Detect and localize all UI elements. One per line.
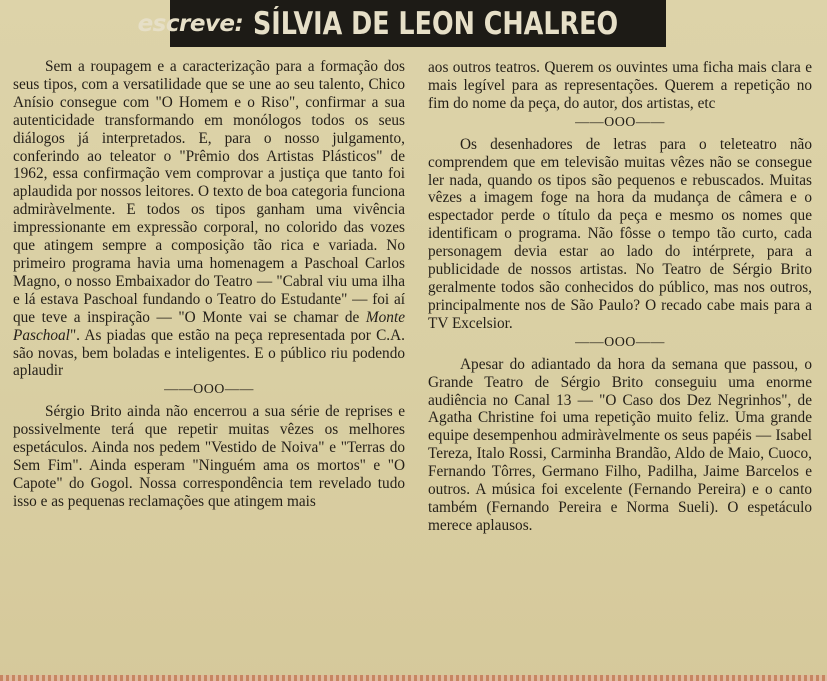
section-divider: ——OOO—— bbox=[575, 334, 665, 350]
paragraph-continuation: aos outros teatros. Querem os ouvintes uma ficha mais clara e mais legível para as representações. Querem a repetição no fim do nome da peça, do autor, dos artistas, etc bbox=[428, 59, 812, 112]
italic-title: Monte Paschoal bbox=[13, 308, 405, 344]
author-byline: SÍLVIA DE LEON CHALREO bbox=[253, 5, 619, 42]
paragraph-text-end: ". As piadas que estão na peça representada por C.A. são novas, bem boladas e inteligentes. E o público riu podendo aplaudir bbox=[13, 326, 405, 380]
column-header bbox=[137, 0, 666, 47]
section-divider: ——OOO—— bbox=[164, 382, 254, 398]
left-column bbox=[13, 58, 405, 511]
paragraph-text: Sem a roupagem e a caracterização para a formação dos seus tipos, com a versatilidade que se une ao seu talento, Chico Anísio consegue com "O Homem e o Riso", confirmar a sua autenticidade transformando em monólogos todos os seus diálogos já interpretados. E, para o nosso julgamento, conferindo ao teleator o "Prêmio dos Artistas Plásticos" de 1962, essa confirmação vem comprovar a justiça que tanto foi aplaudida por nossos leitores. O texto de boa categoria funciona admiràvelmente. E todos os tipos ganham uma vivência impressionante em expressão corporal, no colorido das vozes que atingem sempre a composição tão rica e variada. No primeiro programa havia uma homenagem a Paschoal Carlos Magno, o nosso Embaixador do Teatro — "Cabral viu uma ilha e lá estava Paschoal fundando o Teatro do Estudante" — foi aí que teve a inspiração — "O Monte vai se chamar de bbox=[13, 58, 405, 326]
paragraph-teleteatro-letters: Os desenhadores de letras para o teleteatro não comprendem que em televisão muitas vêzes não se consegue ler nada, quando os tipos são pequenos e rebuscados. Muitas vêzes a imagem foge na hora da mudança de câmera e o espectador perde o título da peça e mesmo os nomes que identificam o programa. Não fôsse o tempo tão curto, cada personagem devia estar ao lado do intérprete, para a publicidade de nossos artistas. No Teatro de Sérgio Brito geralmente todos são conhecidos do público, mas nos outros, principalmente nos de São Paulo? O recado cabe mais para a TV Excelsior. bbox=[428, 135, 812, 332]
bottom-border bbox=[0, 675, 827, 681]
right-column bbox=[428, 59, 812, 535]
paragraph-chico-anisio bbox=[13, 58, 405, 380]
paragraph-grande-teatro: Apesar do adiantado da hora da semana que passou, o Grande Teatro de Sérgio Brito conseguiu uma enorme audiência no Canal 13 — "O Caso dos Dez Negrinhos", de Agatha Christine foi uma repetição muito feliz. Uma grande equipe desempenhou admiràvelmente os seus papéis — Isabel Tereza, Italo Rossi, Carminha Brandão, Aldo de Maio, Cuoco, Fernando Tôrres, Germano Filho, Padilha, Jaime Barcelos e outros. A música foi excelente (Fernando Pereira) e o canto também (Fernando Pereira e Norma Sueli). O espetáculo merece aplausos. bbox=[428, 355, 812, 534]
header-kicker: escreve: bbox=[137, 10, 244, 37]
paragraph-sergio-brito-reprises: Sérgio Brito ainda não encerrou a sua série de reprises e possivelmente terá que repetir muitas vêzes os melhores espetáculos. Ainda nos pedem "Vestido de Noiva" e "Terras do Sem Fim". Ainda esperam "Ninguém ama os mortos" e "O Capote" do Gogol. Nossa correspondência tem revelado tudo isso e as pequenas reclamações que atingem mais bbox=[13, 403, 405, 510]
section-divider: ——OOO—— bbox=[575, 114, 665, 130]
